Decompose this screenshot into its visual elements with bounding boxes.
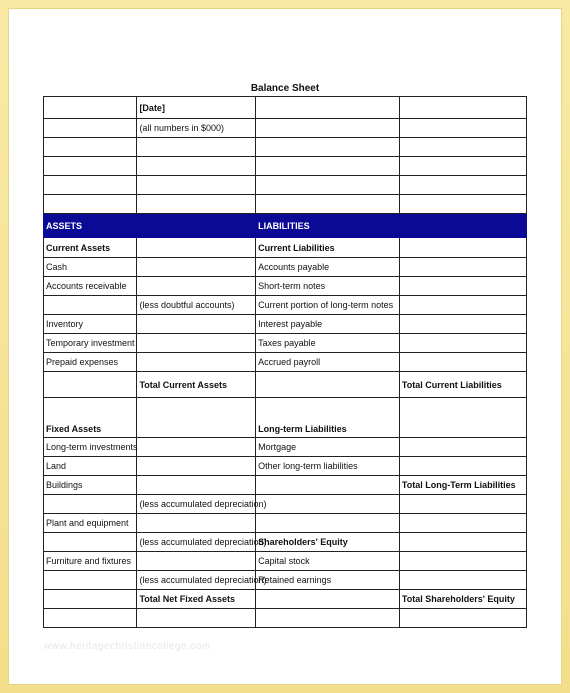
- accounts-payable-label: Accounts payable: [256, 258, 400, 277]
- table-row: [44, 495, 527, 514]
- table-row: [44, 457, 527, 476]
- long-term-investments-label: Long-term investments: [44, 438, 137, 457]
- watermark: www.heritagechristiancollege.com: [44, 641, 211, 652]
- table-row: [44, 514, 527, 533]
- shareholders-equity-header: Shareholders' Equity: [256, 533, 400, 552]
- assets-header: ASSETS: [44, 214, 137, 238]
- current-portion-ltn-label: Current portion of long-term notes: [256, 296, 400, 315]
- total-current-assets-label: Total Current Assets: [137, 372, 256, 398]
- total-long-term-liabilities-label: Total Long-Term Liabilities: [399, 476, 526, 495]
- table-row: [44, 296, 527, 315]
- capital-stock-label: Capital stock: [256, 552, 400, 571]
- table-row: [44, 119, 527, 138]
- plant-equipment-label: Plant and equipment: [44, 514, 137, 533]
- units-note: (all numbers in $000): [137, 119, 256, 138]
- table-row: [44, 372, 527, 398]
- table-row: [44, 138, 527, 157]
- table-row: [44, 97, 527, 119]
- table-row: [44, 157, 527, 176]
- table-row: [44, 552, 527, 571]
- table-row: [44, 571, 527, 590]
- cash-label: Cash: [44, 258, 137, 277]
- table-row: [44, 353, 527, 372]
- less-acc-dep-buildings-label: (less accumulated depreciation): [137, 495, 256, 514]
- land-label: Land: [44, 457, 137, 476]
- mortgage-label: Mortgage: [256, 438, 400, 457]
- liabilities-header: LIABILITIES: [256, 214, 400, 238]
- prepaid-expenses-label: Prepaid expenses: [44, 353, 137, 372]
- total-current-liabilities-label: Total Current Liabilities: [399, 372, 526, 398]
- retained-earnings-label: Retained earnings: [256, 571, 400, 590]
- total-shareholders-equity-label: Total Shareholders' Equity: [399, 590, 526, 609]
- less-acc-dep-plant-label: (less accumulated depreciation): [137, 533, 256, 552]
- less-doubtful-label: (less doubtful accounts): [137, 296, 256, 315]
- current-liabilities-header: Current Liabilities: [256, 238, 400, 258]
- table-row: [44, 533, 527, 552]
- accounts-receivable-label: Accounts receivable: [44, 277, 137, 296]
- temporary-investment-label: Temporary investment: [44, 334, 137, 353]
- table-row: [44, 334, 527, 353]
- table-row: [44, 315, 527, 334]
- section-header-band: [44, 214, 527, 238]
- table-row: [44, 238, 527, 258]
- other-long-term-label: Other long-term liabilities: [256, 457, 400, 476]
- buildings-label: Buildings: [44, 476, 137, 495]
- table-row: [44, 176, 527, 195]
- taxes-payable-label: Taxes payable: [256, 334, 400, 353]
- fixed-assets-header: Fixed Assets: [44, 398, 137, 438]
- current-assets-header: Current Assets: [44, 238, 137, 258]
- table-row: [44, 609, 527, 628]
- table-row: [44, 590, 527, 609]
- less-acc-dep-furniture-label: (less accumulated depreciation): [137, 571, 256, 590]
- table-row: [44, 277, 527, 296]
- table-row: [44, 195, 527, 214]
- balance-sheet-table: [43, 96, 527, 628]
- inventory-label: Inventory: [44, 315, 137, 334]
- date-label: [Date]: [137, 97, 256, 119]
- long-term-liabilities-header: Long-term Liabilities: [256, 398, 400, 438]
- short-term-notes-label: Short-term notes: [256, 277, 400, 296]
- table-row: [44, 398, 527, 438]
- interest-payable-label: Interest payable: [256, 315, 400, 334]
- furniture-fixtures-label: Furniture and fixtures: [44, 552, 137, 571]
- table-row: [44, 258, 527, 277]
- total-net-fixed-assets-label: Total Net Fixed Assets: [137, 590, 256, 609]
- accrued-payroll-label: Accrued payroll: [256, 353, 400, 372]
- table-row: [44, 438, 527, 457]
- table-row: [44, 476, 527, 495]
- page-title: Balance Sheet: [250, 83, 320, 94]
